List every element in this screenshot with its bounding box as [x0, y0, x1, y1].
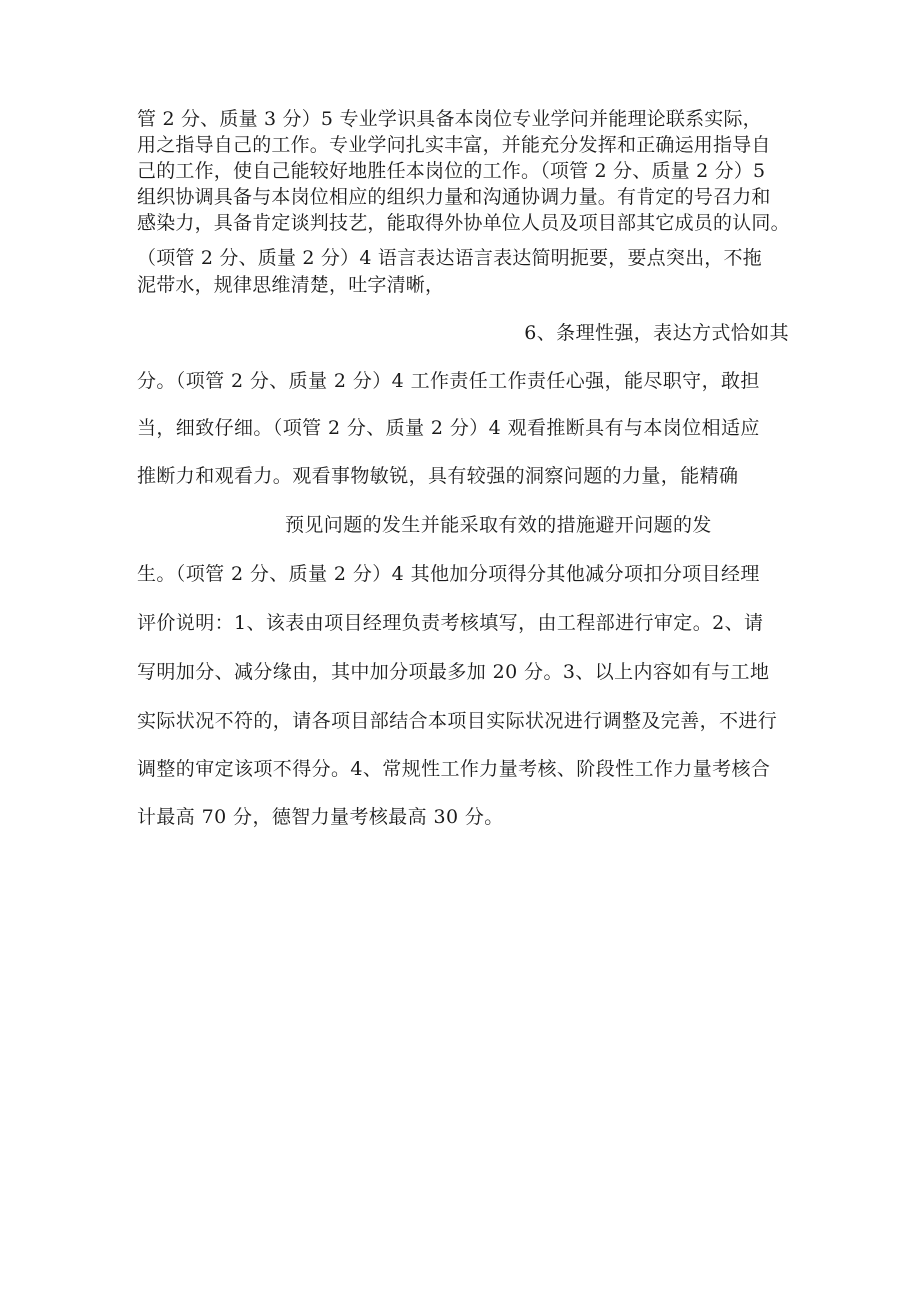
- body-text-line: 组织协调具备与本岗位相应的组织力量和沟通协调力量。有肯定的号召力和: [137, 186, 771, 208]
- body-text-line: 计最高 70 分，德智力量考核最高 30 分。: [137, 806, 504, 828]
- body-text-line-indented: 预见问题的发生并能采取有效的措施避开问题的发: [285, 514, 712, 536]
- body-text-line: 评价说明：1、该表由项目经理负责考核填写，由工程部进行审定。2、请: [137, 612, 764, 634]
- body-text-line: 实际状况不符的，请各项目部结合本项目实际状况进行调整及完善，不进行: [137, 710, 778, 732]
- body-text-line: 调整的审定该项不得分。4、常规性工作力量考核、阶段性工作力量考核合: [137, 758, 771, 780]
- body-text-line: 生。（项管 2 分、质量 2 分）4 其他加分项得分其他减分项扣分项目经理: [137, 563, 760, 585]
- body-text-line: 分。（项管 2 分、质量 2 分）4 工作责任工作责任心强，能尽职守，敢担: [137, 370, 760, 392]
- body-text-line: 推断力和观看力。观看事物敏锐，具有较强的洞察问题的力量，能精确: [137, 465, 739, 487]
- body-text-line: 写明加分、减分缘由，其中加分项最多加 20 分。3、以上内容如有与工地: [137, 661, 770, 683]
- body-text-line: 用之指导自己的工作。专业学问扎实丰富，并能充分发挥和正确运用指导自: [137, 134, 771, 156]
- body-text-line: 己的工作，使自己能较好地胜任本岗位的工作。（项管 2 分、质量 2 分）5: [137, 160, 766, 182]
- body-text-line: 管 2 分、质量 3 分）5 专业学识具备本岗位专业学问并能理论联系实际，: [137, 108, 762, 130]
- body-text-line-right: 6、条理性强，表达方式恰如其: [524, 322, 789, 344]
- body-text-line: 感染力，具备肯定谈判技艺，能取得外协单位人员及项目部其它成员的认同。: [137, 212, 790, 234]
- body-text-line: 当，细致仔细。（项管 2 分、质量 2 分）4 观看推断具有与本岗位相适应: [137, 417, 760, 439]
- body-text-line: （项管 2 分、质量 2 分）4 语言表达语言表达简明扼要，要点突出，不拖: [137, 247, 762, 269]
- body-text-line: 泥带水，规律思维清楚，吐字清晰，: [137, 274, 445, 296]
